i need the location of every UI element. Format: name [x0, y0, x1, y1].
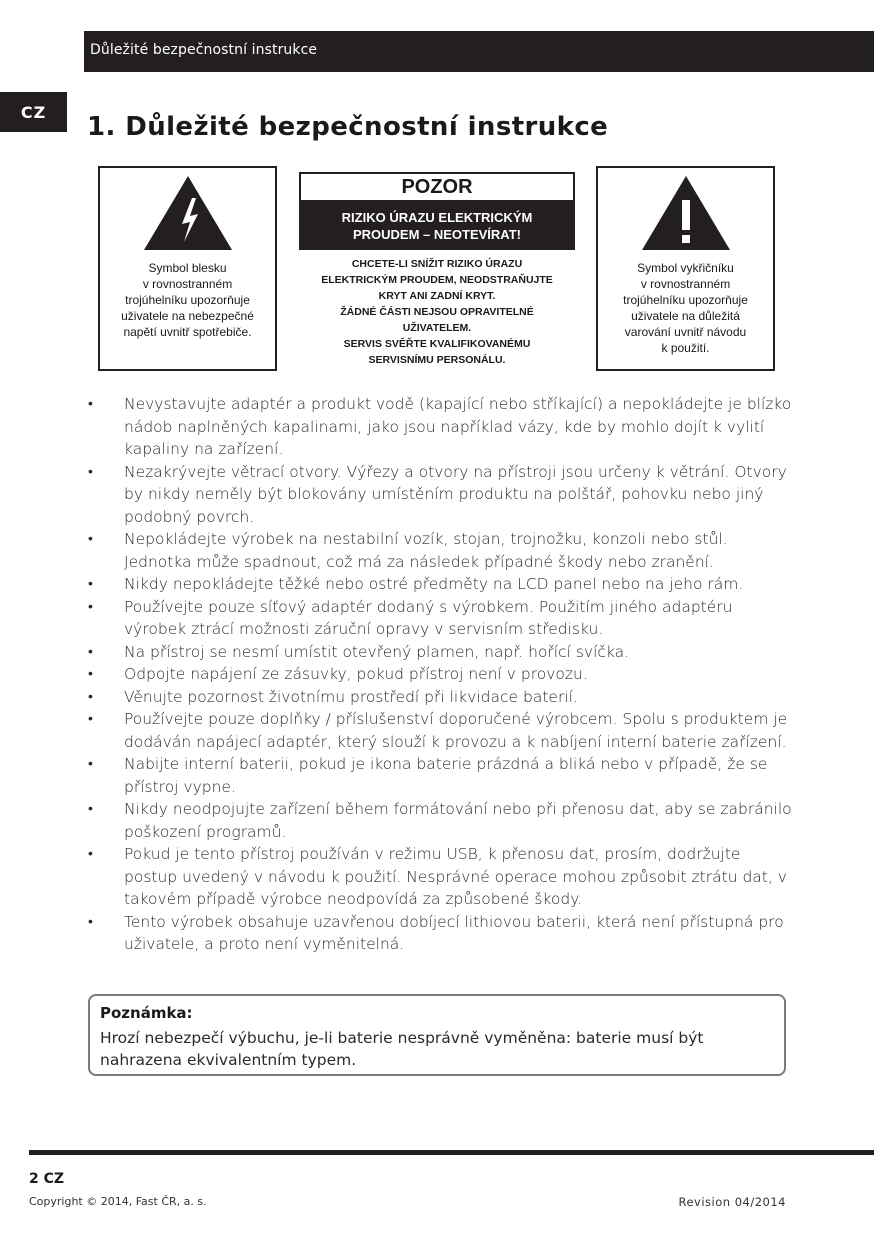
- list-item: • Na přístroj se nesmí umístit otevřený plamen, např. hořící svíčka.: [88, 641, 798, 664]
- list-item: • Nezakrývejte větrací otvory. Výřezy a otvory na přístroji jsou určeny k větrání. Otvory by nikdy neměly být blokovány umístěním produktu na polštář, pohovku nebo jiný podobný povrch.: [88, 462, 787, 526]
- exclamation-caption: Symbol vykřičníku v rovnostranném trojúhelníku upozorňuje uživatele na důležitá varování uvnitř návodu k použití.: [623, 261, 748, 355]
- bullet-icon: •: [88, 598, 93, 615]
- note-box: [88, 994, 786, 1076]
- list-item: • Tento výrobek obsahuje uzavřenou dobíjecí lithiovou baterii, která není přístupná pro uživatele, a proto není vyměnitelná.: [88, 912, 784, 953]
- bullet-icon: •: [88, 531, 93, 547]
- footer-rule: [29, 1150, 874, 1155]
- bullet-icon: •: [88, 801, 93, 817]
- revision-text: Revision 04/2014: [678, 1195, 786, 1209]
- pozor-warning-label: [299, 172, 575, 372]
- exclamation-symbol-box: [596, 166, 775, 371]
- page-number: 2 CZ: [29, 1171, 65, 1187]
- pozor-title: POZOR: [299, 172, 575, 202]
- lightning-symbol-box: [98, 166, 277, 371]
- bullet-icon: •: [88, 688, 93, 705]
- bullet-icon: •: [88, 711, 93, 727]
- list-item: • Nikdy nepokládejte těžké nebo ostré předměty na LCD panel nebo na jeho rám.: [88, 573, 798, 596]
- list-item: • Nikdy neodpojujte zařízení během formátování nebo při přenosu dat, aby se zabránilo poškození programů.: [88, 800, 792, 841]
- bullet-icon: •: [88, 913, 93, 930]
- list-item: • Používejte pouze síťový adaptér dodaný s výrobkem. Použitím jiného adaptéru výrobek ztrácí možnosti záruční opravy v servisním středisku.: [88, 597, 733, 638]
- language-tab: CZ: [0, 92, 67, 132]
- bullet-icon: •: [88, 396, 93, 412]
- copyright-text: Copyright © 2014, Fast ČR, a. s.: [29, 1195, 207, 1208]
- note-text: Hrozí nebezpečí výbuchu, je-li baterie nesprávně vyměněna: baterie musí být nahrazena ekvivalentním typem.: [100, 1029, 704, 1069]
- list-item: • Věnujte pozornost životnímu prostředí při likvidace baterií.: [88, 686, 798, 709]
- pozor-body: CHCETE-LI SNÍŽIT RIZIKO ÚRAZU ELEKTRICKÝM PROUDEM, NEODSTRAŇUJTE KRYT ANI ZADNÍ KRYT. ŽÁDNÉ ČÁSTI NEJSOU OPRAVITELNÉ UŽIVATELEM. SERVIS SVĚŘTE KVALIFIKOVANÉMU SERVISNÍMU PERSONÁLU.: [321, 258, 553, 366]
- lightning-triangle-icon: [142, 174, 234, 252]
- bullet-icon: •: [88, 666, 93, 682]
- bullet-icon: •: [88, 643, 93, 660]
- running-header-title: Důležité bezpečnostní instrukce: [90, 42, 318, 58]
- list-item: • Používejte pouze doplňky / příslušenství doporučené výrobcem. Spolu s produktem je dodáván napájecí adaptér, který slouží k provozu a k nabíjení interní baterie zařízení.: [88, 710, 788, 751]
- bullet-icon: •: [88, 756, 93, 772]
- bullet-icon: •: [88, 576, 93, 592]
- list-item: • Nabijte interní baterii, pokud je ikona baterie prázdná a bliká nebo v případě, že se přístroj vypne.: [88, 755, 768, 796]
- bullet-icon: •: [88, 463, 93, 480]
- safety-instructions-list: [88, 393, 798, 956]
- lightning-caption: Symbol blesku v rovnostranném trojúhelníku upozorňuje uživatele na nebezpečné napětí uvnitř spotřebiče.: [121, 261, 254, 339]
- exclamation-triangle-icon: [640, 174, 732, 252]
- list-item: • Nevystavujte adaptér a produkt vodě (kapající nebo stříkající) a nepokládejte je blízko nádob naplněných kapalinami, jako jsou například vázy, kde by mohlo dojít k vylití kapaliny na zařízení.: [88, 395, 792, 458]
- list-item: • Odpojte napájení ze zásuvky, pokud přístroj není v provozu.: [88, 663, 798, 686]
- running-header-bar: [84, 31, 874, 72]
- note-title: Poznámka:: [100, 1004, 193, 1022]
- bullet-icon: •: [88, 846, 93, 862]
- page-title: 1. Důležité bezpečnostní instrukce: [87, 112, 609, 142]
- pozor-banner: RIZIKO ÚRAZU ELEKTRICKÝM PROUDEM – NEOTEVÍRAT!: [299, 202, 575, 250]
- list-item: • Pokud je tento přístroj používán v režimu USB, k přenosu dat, prosím, dodržujte postup uvedený v návodu k použití. Nesprávné operace mohou způsobit ztrátu dat, v takovém případě výrobce neodpovídá za způsobené škody.: [88, 845, 787, 908]
- list-item: • Nepokládejte výrobek na nestabilní vozík, stojan, trojnožku, konzoli nebo stůl. Jednotka může spadnout, což má za následek případné škody nebo zranění.: [88, 530, 728, 571]
